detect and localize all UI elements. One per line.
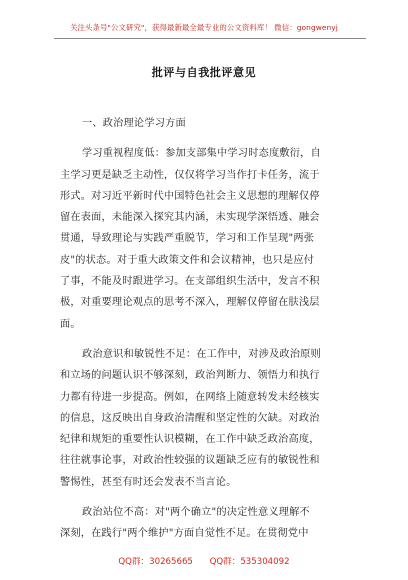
text-line: 力都有待进一步提高。例如，在网络上随意转发未经核实 — [60, 391, 320, 403]
text-line: 贯通，导致理论与实践严重脱节，学习和工作呈现"两张 — [60, 233, 315, 245]
text-line: 形式。对习近平新时代中国特色社会主义思想的理解仅停 — [60, 190, 320, 202]
text-line: 学习重视程度低：参加支部集中学习时态度敷衍，自 — [82, 148, 321, 160]
text-line: 皮"的状态。对于重大政策文件和会议精神，也只是应付 — [60, 254, 315, 266]
text-line: 的信息，这反映出自身政治清醒和坚定性的欠缺。对政治 — [60, 412, 320, 424]
qq-group-2: QQ群：535304092 — [209, 557, 290, 567]
page-title: 批评与自我批评意见 — [151, 66, 257, 79]
qq-footer — [0, 555, 408, 567]
text-line: 纪律和规矩的重要性认识模糊，在工作中缺乏政治高度， — [60, 434, 320, 446]
section-heading: 一、政治理论学习方面 — [82, 118, 186, 129]
text-line: 了事，不能及时跟进学习。在支部组织生活中，发言不积 — [60, 276, 320, 288]
paragraph-list — [60, 143, 352, 544]
promo-header: 关注头条号"公文研究"，获得最新最全最专业的公文资料库！ 微信：gongwenyj — [70, 23, 338, 32]
text-line: 深刻，在践行"两个维护"方面自觉性不足。在贯彻党中 — [60, 528, 309, 540]
text-line: 政治站位不高：对"两个确立"的决定性意义理解不 — [82, 507, 310, 519]
text-line: 警惕性，甚至有时还会发表不当言论。 — [60, 476, 237, 488]
text-line: 主学习更是缺乏主动性，仅仅将学习当作打卡任务，流于 — [60, 169, 320, 181]
text-line: 和立场的问题认识不够深刻，政治判断力、领悟力和执行 — [60, 370, 320, 382]
document-body — [60, 113, 352, 554]
text-line: 留在表面，未能深入探究其内涵，未实现学深悟透、融会 — [60, 212, 320, 224]
header-divider — [54, 38, 366, 39]
text-line: 政治意识和敏锐性不足：在工作中，对涉及政治原则 — [82, 348, 321, 360]
paragraph — [60, 143, 352, 335]
text-line: 往往就事论事，对政治性较强的议题缺乏应有的敏锐性和 — [60, 455, 320, 467]
paragraph — [60, 502, 352, 545]
qq-group-1: QQ群：30265665 — [118, 557, 193, 567]
paragraph — [60, 344, 352, 493]
text-line: 极，对重要理论观点的思考不深入，理解仅停留在肤浅层 — [60, 297, 320, 309]
text-line: 面。 — [60, 318, 81, 330]
